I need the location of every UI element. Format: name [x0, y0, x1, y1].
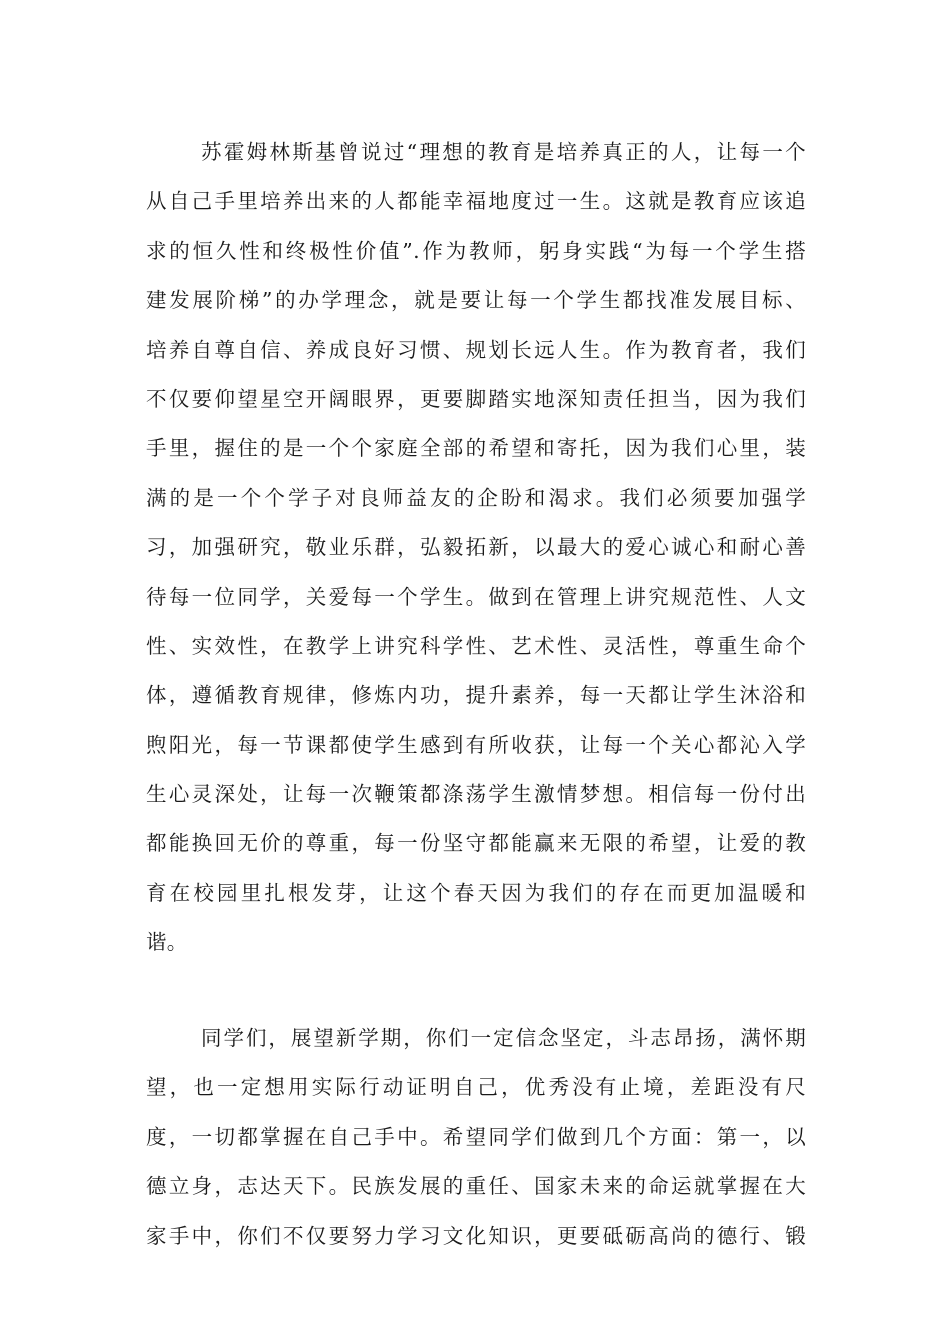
text-line: 谐。 — [146, 930, 188, 955]
text-line: 手里，握住的是一个个家庭全部的希望和寄托，因为我们心里，装 — [146, 436, 806, 461]
text-line: 苏霍姆林斯基曾说过“理想的教育是培养真正的人，让每一个 — [201, 140, 806, 164]
text-line: 育在校园里扎根发芽，让这个春天因为我们的存在而更加温暖和 — [146, 880, 806, 905]
text-line: 望，也一定想用实际行动证明自己，优秀没有止境，差距没有尺 — [146, 1075, 806, 1100]
paragraph-1 — [146, 128, 806, 968]
paragraph-2 — [146, 1014, 806, 1261]
text-line: 家手中，你们不仅要努力学习文化知识，更要砥砺高尚的德行、锻 — [146, 1223, 806, 1248]
text-line: 性、实效性，在教学上讲究科学性、艺术性、灵活性，尊重生命个 — [146, 633, 806, 658]
text-line: 度，一切都掌握在自己手中。希望同学们做到几个方面：第一，以 — [146, 1124, 806, 1149]
text-line: 同学们，展望新学期，你们一定信念坚定，斗志昂扬，满怀期 — [201, 1026, 806, 1050]
text-line: 习，加强研究，敬业乐群，弘毅拓新，以最大的爱心诚心和耐心善 — [146, 535, 806, 560]
text-line: 建发展阶梯”的办学理念，就是要让每一个学生都找准发展目标、 — [146, 288, 806, 313]
text-line: 从自己手里培养出来的人都能幸福地度过一生。这就是教育应该追 — [146, 189, 806, 214]
text-line: 都能换回无价的尊重，每一份坚守都能赢来无限的希望，让爱的教 — [146, 831, 806, 856]
text-line: 煦阳光，每一节课都使学生感到有所收获，让每一个关心都沁入学 — [146, 732, 806, 757]
text-line: 满的是一个个学子对良师益友的企盼和渴求。我们必须要加强学 — [146, 485, 806, 510]
text-line: 体，遵循教育规律，修炼内功，提升素养，每一天都让学生沐浴和 — [146, 683, 806, 708]
text-line: 德立身，志达天下。民族发展的重任、国家未来的命运就掌握在大 — [146, 1174, 806, 1199]
text-line: 求的恒久性和终极性价值”.作为教师，躬身实践“为每一个学生搭 — [146, 238, 806, 263]
text-line: 培养自尊自信、养成良好习惯、规划长远人生。作为教育者，我们 — [146, 337, 806, 362]
text-line: 不仅要仰望星空开阔眼界，更要脚踏实地深知责任担当，因为我们 — [146, 386, 806, 411]
text-line: 生心灵深处，让每一次鞭策都涤荡学生激情梦想。相信每一份付出 — [146, 782, 806, 807]
text-line: 待每一位同学，关爱每一个学生。做到在管理上讲究规范性、人文 — [146, 584, 806, 609]
